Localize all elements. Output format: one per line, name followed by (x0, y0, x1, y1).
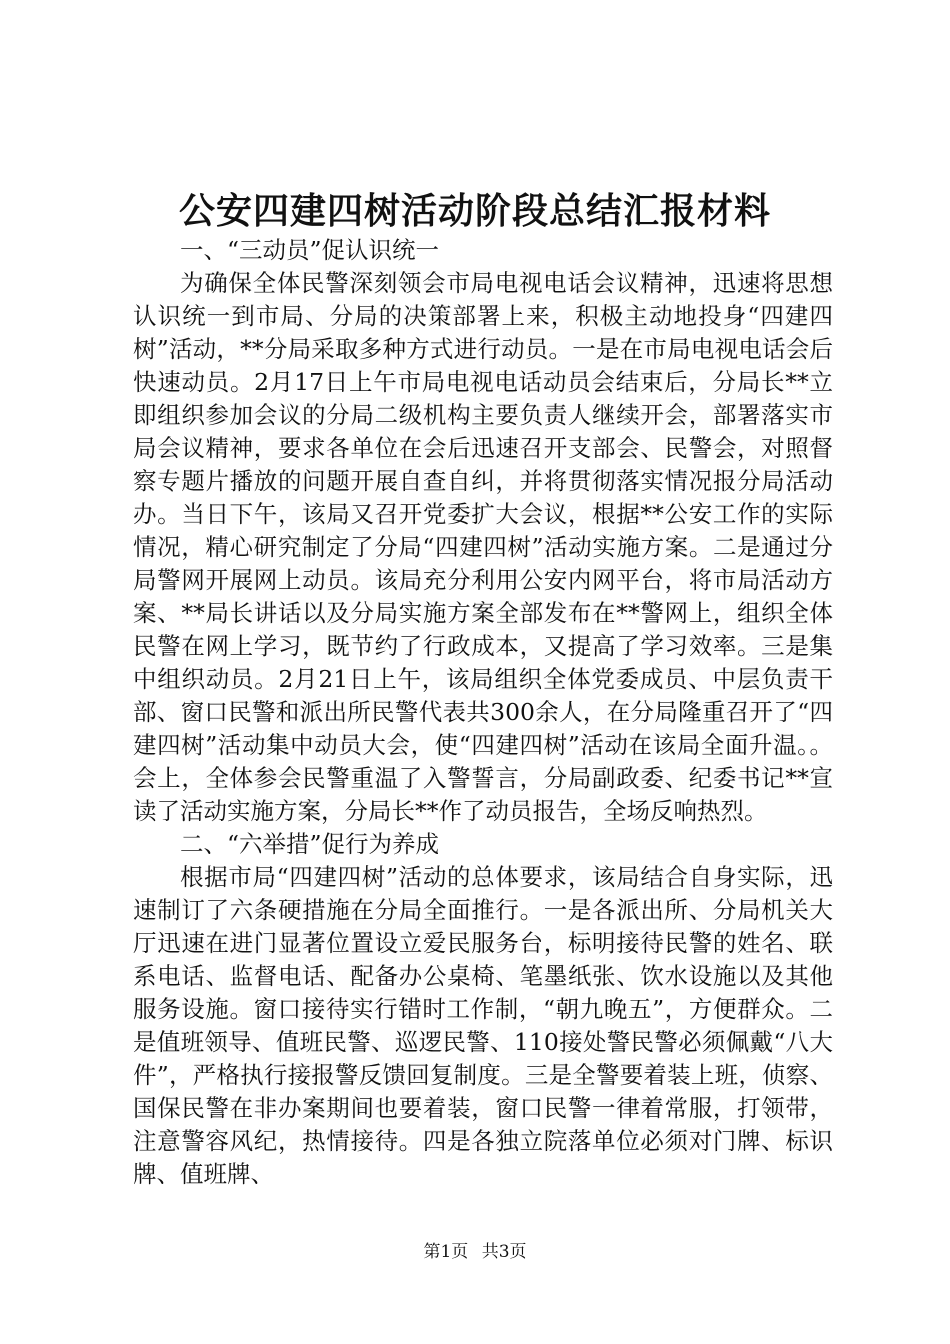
document-body (133, 234, 833, 1191)
page-number: 第1页 (423, 1242, 469, 1262)
page-total: 共3页 (481, 1242, 527, 1262)
body-paragraph-2: 根据市局“四建四树”活动的总体要求，该局结合自身实际，迅速制订了六条硬措施在分局全面推行。一是各派出所、分局机关大厅迅速在进门显著位置设立爱民服务台，标明接待民警的姓名、联系电话、监督电话、配备办公桌椅、笔墨纸张、饮水设施以及其他服务设施。窗口接待实行错时工作制，“朝九晚五”，方便群众。二是值班领导、值班民警、巡逻民警、110接处警民警必须佩戴“八大件”，严格执行接报警反馈回复制度。三是全警要着装上班，侦察、国保民警在非办案期间也要着装，窗口民警一律着常服，打领带，注意警容风纪，热情接待。四是各独立院落单位必须对门牌、标识牌、值班牌、 (133, 863, 833, 1188)
section-heading-2: 二、“六举措”促行为养成 (180, 830, 440, 858)
page-footer (0, 1240, 950, 1264)
document-title: 公安四建四树活动阶段总结汇报材料 (178, 190, 771, 232)
section-heading-1: 一、“三动员”促认识统一 (180, 236, 440, 264)
body-paragraph-1: 为确保全体民警深刻领会市局电视电话会议精神，迅速将思想认识统一到市局、分局的决策部署上来，积极主动地投身“四建四树”活动，**分局采取多种方式进行动员。一是在市局电视电话会后快速动员。2月17日上午市局电视电话动员会结束后，分局长**立即组织参加会议的分局二级机构主要负责人继续开会，部署落实市局会议精神，要求各单位在会后迅速召开支部会、民警会，对照督察专题片播放的问题开展自查自纠，并将贯彻落实情况报分局活动办。当日下午，该局又召开党委扩大会议，根据**公安工作的实际情况，精心研究制定了分局“四建四树”活动实施方案。二是通过分局警网开展网上动员。该局充分利用公安内网平台，将市局活动方案、**局长讲话以及分局实施方案全部发布在**警网上，组织全体民警在网上学习，既节约了行政成本，又提高了学习效率。三是集中组织动员。2月21日上午，该局组织全体党委成员、中层负责干部、窗口民警和派出所民警代表共300余人，在分局隆重召开了“四建四树”活动集中动员大会，使“四建四树”活动在该局全面升温。。会上，全体参会民警重温了入警誓言，分局副政委、纪委书记**宣读了活动实施方案，分局长**作了动员报告，全场反响热烈。 (133, 269, 833, 825)
